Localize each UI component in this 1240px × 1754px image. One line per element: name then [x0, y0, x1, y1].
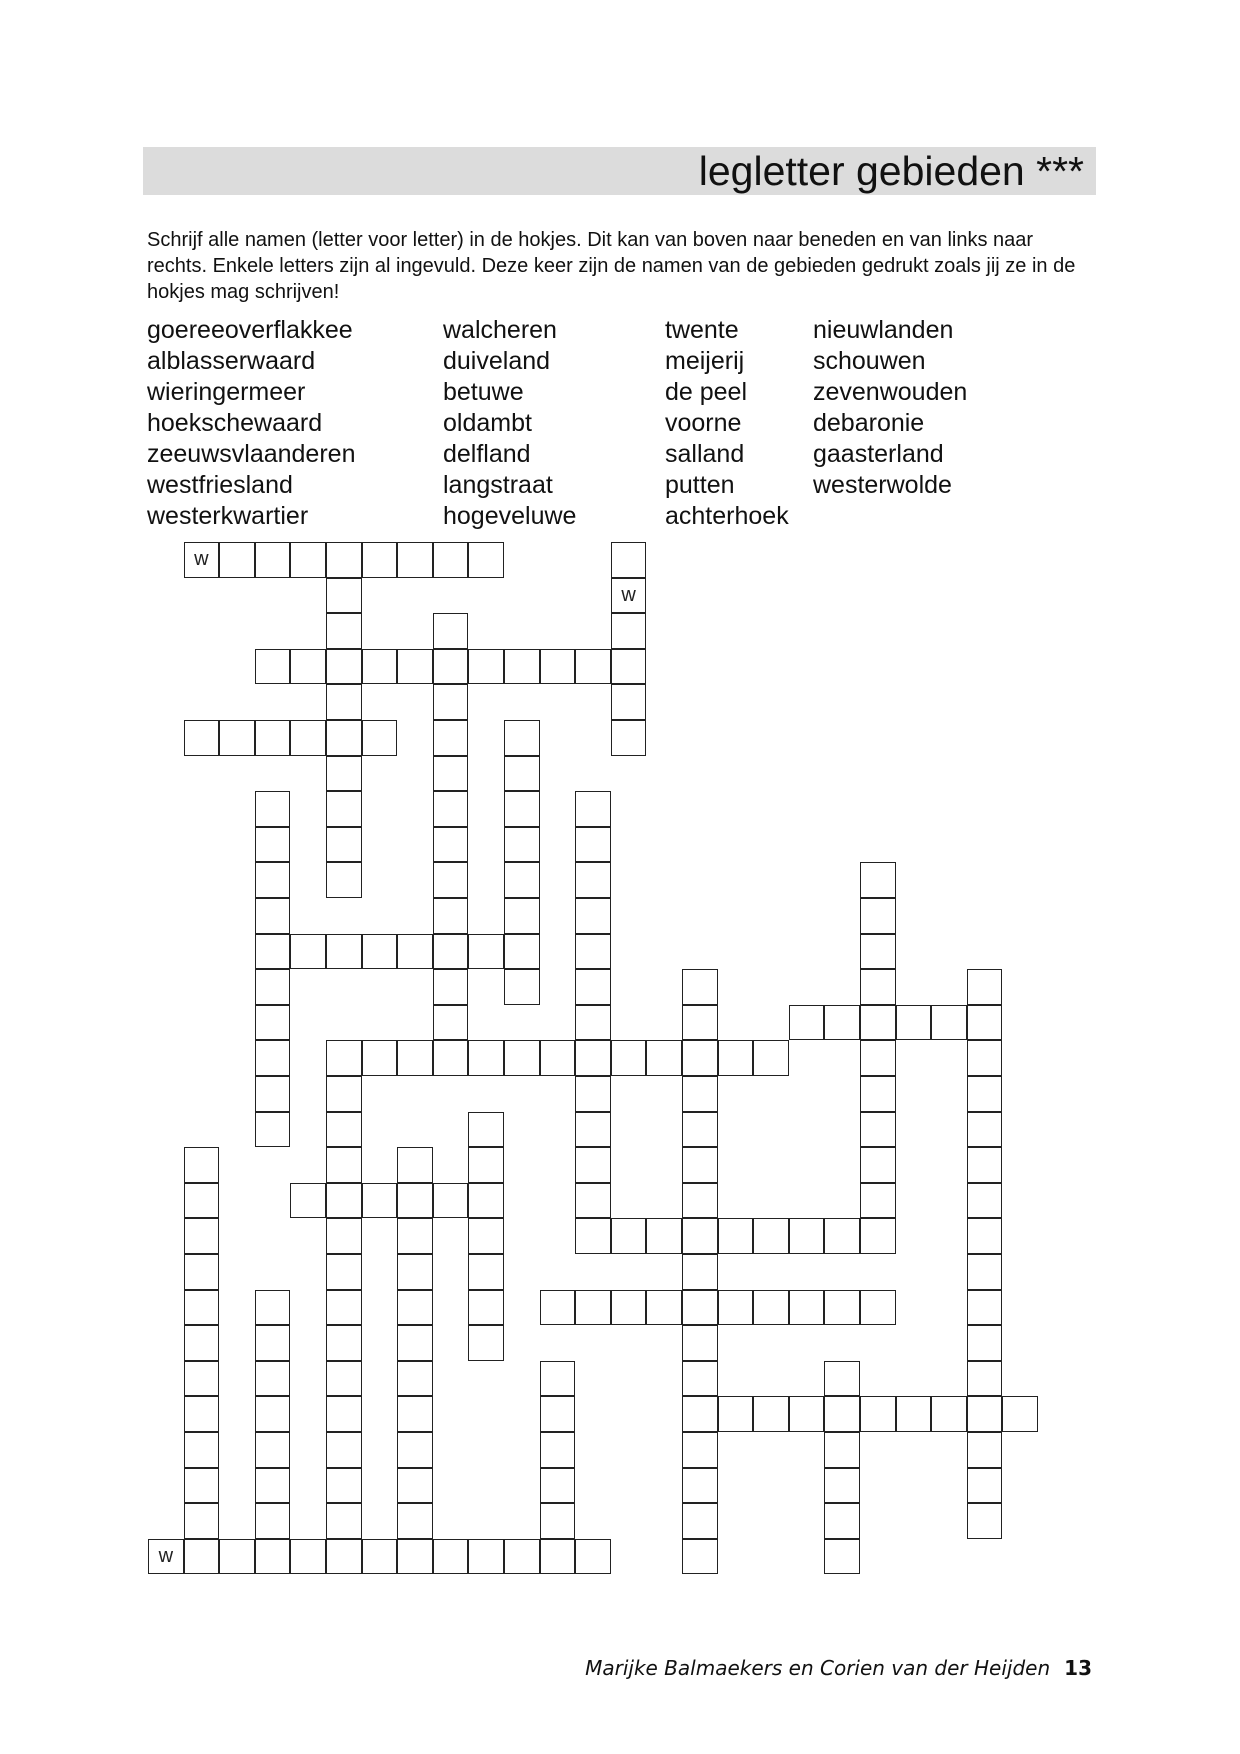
crossword-cell[interactable]	[184, 1183, 220, 1219]
crossword-cell[interactable]	[184, 1468, 220, 1504]
crossword-cell[interactable]	[718, 1396, 754, 1432]
word-item: delfland	[443, 440, 531, 468]
crossword-cell[interactable]	[433, 791, 469, 827]
crossword-cell[interactable]	[184, 1290, 220, 1326]
crossword-cell[interactable]	[967, 1396, 1003, 1432]
word-item: achterhoek	[665, 502, 789, 530]
crossword-cell[interactable]	[255, 720, 291, 756]
crossword-cell[interactable]	[326, 1432, 362, 1468]
crossword-cell[interactable]	[326, 578, 362, 614]
crossword-cell[interactable]	[824, 1396, 860, 1432]
crossword-cell[interactable]	[362, 1183, 398, 1219]
crossword-cell[interactable]	[326, 1254, 362, 1290]
crossword-cell[interactable]	[504, 1539, 540, 1575]
crossword-cell[interactable]	[397, 1468, 433, 1504]
crossword-cell[interactable]	[682, 1076, 718, 1112]
crossword-cell[interactable]	[184, 1147, 220, 1183]
word-item: betuwe	[443, 378, 524, 406]
crossword-cell[interactable]	[575, 898, 611, 934]
crossword-cell[interactable]	[575, 827, 611, 863]
crossword-cell[interactable]	[504, 862, 540, 898]
crossword-cell[interactable]	[397, 1147, 433, 1183]
crossword-cell[interactable]	[290, 1183, 326, 1219]
crossword-cell[interactable]	[290, 649, 326, 685]
crossword-cell[interactable]	[468, 1040, 504, 1076]
crossword-cell[interactable]	[326, 684, 362, 720]
crossword-cell[interactable]	[753, 1040, 789, 1076]
crossword-cell[interactable]	[433, 1005, 469, 1041]
crossword-cell[interactable]	[468, 1147, 504, 1183]
crossword-cell[interactable]	[397, 1361, 433, 1397]
crossword-cell[interactable]	[184, 1325, 220, 1361]
crossword-cell[interactable]	[433, 613, 469, 649]
word-item: nieuwlanden	[813, 316, 954, 344]
crossword-cell[interactable]	[682, 1539, 718, 1575]
crossword-cell[interactable]	[255, 969, 291, 1005]
crossword-cell[interactable]	[682, 1218, 718, 1254]
crossword-cell[interactable]	[433, 1040, 469, 1076]
crossword-cell[interactable]	[860, 1040, 896, 1076]
crossword-cell[interactable]	[860, 934, 896, 970]
crossword-cell[interactable]	[433, 934, 469, 970]
crossword-cell[interactable]	[397, 542, 433, 578]
crossword-cell[interactable]	[682, 1183, 718, 1219]
crossword-cell[interactable]	[504, 791, 540, 827]
word-item: schouwen	[813, 347, 926, 375]
crossword-cell[interactable]	[326, 827, 362, 863]
crossword-cell[interactable]	[753, 1290, 789, 1326]
crossword-cell[interactable]	[184, 720, 220, 756]
crossword-cell[interactable]	[860, 862, 896, 898]
crossword-cell[interactable]	[575, 1040, 611, 1076]
prefilled-cell[interactable]: w	[611, 578, 647, 614]
crossword-cell[interactable]	[468, 934, 504, 970]
crossword-cell[interactable]	[967, 1076, 1003, 1112]
crossword-cell[interactable]	[824, 1432, 860, 1468]
crossword-cell[interactable]	[255, 1503, 291, 1539]
crossword-cell[interactable]	[824, 1468, 860, 1504]
word-list-column-2	[443, 315, 576, 532]
crossword-cell[interactable]	[504, 969, 540, 1005]
crossword-cell[interactable]	[1002, 1396, 1038, 1432]
crossword-cell[interactable]	[682, 1290, 718, 1326]
crossword-cell[interactable]	[255, 1361, 291, 1397]
crossword-cell[interactable]	[362, 720, 398, 756]
crossword-cell[interactable]	[255, 1325, 291, 1361]
crossword-cell[interactable]	[789, 1005, 825, 1041]
crossword-cell[interactable]	[682, 1468, 718, 1504]
crossword-cell[interactable]	[290, 542, 326, 578]
crossword-cell[interactable]	[326, 1183, 362, 1219]
crossword-cell[interactable]	[397, 1290, 433, 1326]
word-item: twente	[665, 316, 739, 344]
crossword-cell[interactable]	[967, 1218, 1003, 1254]
crossword-cell[interactable]	[468, 1290, 504, 1326]
crossword-cell[interactable]	[967, 1183, 1003, 1219]
crossword-cell[interactable]	[433, 862, 469, 898]
crossword-cell[interactable]	[255, 862, 291, 898]
word-item: alblasserwaard	[147, 347, 316, 375]
crossword-cell[interactable]	[611, 684, 647, 720]
crossword-cell[interactable]	[468, 1183, 504, 1219]
word-item: gaasterland	[813, 440, 944, 468]
crossword-cell[interactable]	[611, 1040, 647, 1076]
crossword-cell[interactable]	[718, 1040, 754, 1076]
crossword-cell[interactable]	[255, 1396, 291, 1432]
crossword-cell[interactable]	[575, 1183, 611, 1219]
crossword-cell[interactable]	[255, 1040, 291, 1076]
crossword-cell[interactable]	[682, 1005, 718, 1041]
crossword-cell[interactable]	[433, 898, 469, 934]
word-item: voorne	[665, 409, 742, 437]
page-number: 13	[1064, 1656, 1092, 1680]
crossword-cell[interactable]	[540, 1040, 576, 1076]
crossword-cell[interactable]	[611, 1218, 647, 1254]
crossword-cell[interactable]	[397, 1325, 433, 1361]
word-item: salland	[665, 440, 745, 468]
crossword-cell[interactable]	[468, 1254, 504, 1290]
crossword-cell[interactable]	[896, 1005, 932, 1041]
word-item: oldambt	[443, 409, 532, 437]
word-item: langstraat	[443, 471, 553, 499]
crossword-cell[interactable]	[184, 1396, 220, 1432]
crossword-cell[interactable]	[967, 1254, 1003, 1290]
crossword-cell[interactable]	[575, 969, 611, 1005]
crossword-cell[interactable]	[504, 934, 540, 970]
word-item: goereeoverflakkee	[147, 316, 353, 344]
crossword-cell[interactable]	[575, 1112, 611, 1148]
crossword-cell[interactable]	[433, 720, 469, 756]
word-item: westfriesland	[147, 471, 293, 499]
crossword-cell[interactable]	[326, 720, 362, 756]
crossword-cell[interactable]	[362, 1539, 398, 1575]
crossword-cell[interactable]	[290, 934, 326, 970]
crossword-cell[interactable]	[255, 1468, 291, 1504]
crossword-cell[interactable]	[824, 1290, 860, 1326]
crossword-cell[interactable]	[397, 1040, 433, 1076]
word-list-column-1	[147, 315, 355, 532]
crossword-cell[interactable]	[575, 1147, 611, 1183]
crossword-cell[interactable]	[540, 1396, 576, 1432]
crossword-cell[interactable]	[789, 1218, 825, 1254]
crossword-cell[interactable]	[433, 1183, 469, 1219]
crossword-cell[interactable]	[967, 1147, 1003, 1183]
footer-authors: Marijke Balmaekers en Corien van der Heijden	[585, 1656, 1051, 1680]
crossword-cell[interactable]	[504, 898, 540, 934]
crossword-cell[interactable]	[255, 1005, 291, 1041]
crossword-cell[interactable]	[860, 898, 896, 934]
crossword-cell[interactable]	[184, 1503, 220, 1539]
crossword-cell[interactable]	[255, 791, 291, 827]
crossword-cell[interactable]	[575, 791, 611, 827]
crossword-cell[interactable]	[682, 1112, 718, 1148]
crossword-cell[interactable]	[326, 1325, 362, 1361]
title-bar	[143, 147, 1096, 195]
crossword-cell[interactable]	[326, 1468, 362, 1504]
crossword-cell[interactable]	[611, 649, 647, 685]
word-item: debaronie	[813, 409, 925, 437]
page-title: legletter gebieden ***	[698, 148, 1084, 194]
crossword-cell[interactable]	[860, 1218, 896, 1254]
crossword-cell[interactable]	[362, 934, 398, 970]
crossword-cell[interactable]	[468, 1325, 504, 1361]
crossword-cell[interactable]	[575, 1539, 611, 1575]
crossword-cell[interactable]	[219, 542, 255, 578]
crossword-cell[interactable]	[682, 1361, 718, 1397]
crossword-cell[interactable]	[362, 649, 398, 685]
crossword-cell[interactable]	[682, 1325, 718, 1361]
crossword-cell[interactable]	[468, 1112, 504, 1148]
crossword-cell[interactable]	[433, 684, 469, 720]
crossword-cell[interactable]	[326, 649, 362, 685]
crossword-cell[interactable]	[219, 1539, 255, 1575]
instructions-text: Schrijf alle namen (letter voor letter) in de hokjes. Dit kan van boven naar beneden en van links naar rechts. Enkele letters zijn al ingevuld. Deze keer zijn de namen van de gebieden gedrukt zoals jij ze in de hokjes mag schrijven!	[147, 229, 1076, 303]
crossword-cell[interactable]	[326, 1361, 362, 1397]
crossword-cell[interactable]	[611, 1290, 647, 1326]
crossword-cell[interactable]	[326, 862, 362, 898]
crossword-cell[interactable]	[682, 1147, 718, 1183]
word-item: meijerij	[665, 347, 745, 375]
crossword-cell[interactable]	[504, 756, 540, 792]
crossword-cell[interactable]	[468, 649, 504, 685]
crossword-cell[interactable]	[397, 1503, 433, 1539]
crossword-cell[interactable]	[184, 1254, 220, 1290]
crossword-cell[interactable]	[397, 1183, 433, 1219]
crossword-cell[interactable]	[646, 1218, 682, 1254]
crossword-cell[interactable]	[255, 542, 291, 578]
crossword-cell[interactable]	[824, 1503, 860, 1539]
crossword-cell[interactable]	[255, 827, 291, 863]
crossword-cell[interactable]	[326, 1539, 362, 1575]
crossword-cell[interactable]	[255, 1076, 291, 1112]
crossword-cell[interactable]	[896, 1396, 932, 1432]
crossword-cell[interactable]	[255, 1112, 291, 1148]
crossword-cell[interactable]	[540, 649, 576, 685]
crossword-cell[interactable]	[789, 1396, 825, 1432]
crossword-cell[interactable]	[646, 1290, 682, 1326]
word-item: walcheren	[443, 316, 557, 344]
crossword-cell[interactable]	[362, 542, 398, 578]
crossword-cell[interactable]	[326, 934, 362, 970]
word-item: de peel	[665, 378, 748, 406]
crossword-cell[interactable]	[326, 1290, 362, 1326]
crossword-cell[interactable]	[682, 1254, 718, 1290]
crossword-cell[interactable]	[860, 1183, 896, 1219]
crossword-cell[interactable]	[397, 1254, 433, 1290]
crossword-cell[interactable]	[326, 1076, 362, 1112]
crossword-cell[interactable]	[967, 1468, 1003, 1504]
crossword-cell[interactable]	[967, 1005, 1003, 1041]
crossword-cell[interactable]	[326, 1218, 362, 1254]
crossword-cell[interactable]	[184, 1539, 220, 1575]
crossword-cell[interactable]	[824, 1539, 860, 1575]
word-item: putten	[665, 471, 735, 499]
crossword-cell[interactable]	[575, 1290, 611, 1326]
crossword-cell[interactable]	[540, 1539, 576, 1575]
word-item: duiveland	[443, 347, 551, 375]
crossword-cell[interactable]	[575, 1218, 611, 1254]
prefilled-cell[interactable]: w	[148, 1539, 184, 1575]
crossword-cell[interactable]	[789, 1290, 825, 1326]
crossword-cell[interactable]	[184, 1432, 220, 1468]
crossword-cell[interactable]	[184, 1218, 220, 1254]
word-item: zevenwouden	[813, 378, 968, 406]
crossword-cell[interactable]	[575, 1076, 611, 1112]
crossword-cell[interactable]	[290, 1539, 326, 1575]
crossword-cell[interactable]	[575, 649, 611, 685]
crossword-cell[interactable]	[326, 542, 362, 578]
crossword-cell[interactable]	[860, 1147, 896, 1183]
crossword-cell[interactable]	[326, 1503, 362, 1539]
crossword-cell[interactable]	[646, 1040, 682, 1076]
crossword-cell[interactable]	[682, 969, 718, 1005]
crossword-cell[interactable]	[255, 934, 291, 970]
crossword-cell[interactable]	[504, 827, 540, 863]
crossword-cell[interactable]	[967, 1361, 1003, 1397]
crossword-cell[interactable]	[397, 1539, 433, 1575]
crossword-cell[interactable]	[433, 542, 469, 578]
crossword-cell[interactable]	[326, 1396, 362, 1432]
crossword-cell[interactable]	[682, 1503, 718, 1539]
crossword-cell[interactable]	[753, 1218, 789, 1254]
crossword-cell[interactable]	[326, 1040, 362, 1076]
crossword-cell[interactable]	[433, 756, 469, 792]
crossword-cell[interactable]	[540, 1361, 576, 1397]
crossword-cell[interactable]	[433, 827, 469, 863]
crossword-cell[interactable]	[433, 1539, 469, 1575]
crossword-cell[interactable]	[326, 613, 362, 649]
crossword-cell[interactable]	[540, 1432, 576, 1468]
word-item: wieringermeer	[147, 378, 306, 406]
crossword-cell[interactable]	[575, 1005, 611, 1041]
crossword-cell[interactable]	[967, 969, 1003, 1005]
crossword-cell[interactable]	[397, 934, 433, 970]
crossword-cell[interactable]	[860, 1290, 896, 1326]
word-list-column-3	[665, 315, 789, 532]
crossword-cell[interactable]	[255, 1290, 291, 1326]
crossword-cell[interactable]	[397, 649, 433, 685]
crossword-cell[interactable]	[824, 1218, 860, 1254]
crossword-cell[interactable]	[824, 1361, 860, 1397]
crossword-cell[interactable]	[682, 1040, 718, 1076]
crossword-cell[interactable]	[219, 720, 255, 756]
crossword-cell[interactable]	[753, 1396, 789, 1432]
footer	[585, 1656, 1092, 1680]
word-item: hoekschewaard	[147, 409, 323, 437]
crossword-cell[interactable]	[860, 1076, 896, 1112]
crossword-cell[interactable]	[433, 969, 469, 1005]
crossword-cell[interactable]	[468, 1218, 504, 1254]
crossword-cell[interactable]	[326, 791, 362, 827]
word-item: westerwolde	[813, 471, 952, 499]
crossword-cell[interactable]	[326, 1112, 362, 1148]
crossword-cell[interactable]	[255, 1432, 291, 1468]
word-item: zeeuwsvlaanderen	[147, 440, 356, 468]
crossword-cell[interactable]	[433, 649, 469, 685]
word-item: westerkwartier	[147, 502, 309, 530]
crossword-cell[interactable]	[468, 542, 504, 578]
crossword-cell[interactable]	[860, 1112, 896, 1148]
crossword-cell[interactable]	[362, 1040, 398, 1076]
crossword-cell[interactable]	[931, 1396, 967, 1432]
crossword-cell[interactable]	[504, 649, 540, 685]
word-item: hogeveluwe	[443, 502, 577, 530]
crossword-cell[interactable]	[255, 898, 291, 934]
crossword-cell[interactable]	[504, 1040, 540, 1076]
crossword-cell[interactable]	[611, 720, 647, 756]
crossword-cell[interactable]	[468, 1539, 504, 1575]
crossword-cell[interactable]	[931, 1005, 967, 1041]
crossword-cell[interactable]	[860, 1396, 896, 1432]
crossword-cell[interactable]	[967, 1432, 1003, 1468]
crossword-cell[interactable]	[397, 1218, 433, 1254]
crossword-cell[interactable]	[967, 1040, 1003, 1076]
crossword-cell[interactable]	[540, 1468, 576, 1504]
crossword-cell[interactable]	[611, 542, 647, 578]
word-list-column-4	[813, 315, 967, 501]
crossword-cell[interactable]	[290, 720, 326, 756]
crossword-cell[interactable]	[967, 1325, 1003, 1361]
crossword-cell[interactable]	[824, 1005, 860, 1041]
crossword-cell[interactable]	[575, 862, 611, 898]
crossword-cell[interactable]	[611, 613, 647, 649]
crossword-cell[interactable]	[255, 1539, 291, 1575]
crossword-cell[interactable]	[184, 1361, 220, 1397]
crossword-cell[interactable]	[860, 969, 896, 1005]
crossword-cell[interactable]	[575, 934, 611, 970]
crossword-cell[interactable]	[967, 1503, 1003, 1539]
crossword-cell[interactable]	[967, 1290, 1003, 1326]
prefilled-cell[interactable]: w	[184, 542, 220, 578]
crossword-cell[interactable]	[718, 1218, 754, 1254]
crossword-cell[interactable]	[682, 1432, 718, 1468]
crossword-cell[interactable]	[540, 1290, 576, 1326]
crossword-cell[interactable]	[326, 1147, 362, 1183]
crossword-cell[interactable]	[540, 1503, 576, 1539]
crossword-cell[interactable]	[326, 756, 362, 792]
crossword-cell[interactable]	[682, 1396, 718, 1432]
crossword-cell[interactable]	[397, 1432, 433, 1468]
crossword-cell[interactable]	[718, 1290, 754, 1326]
crossword-cell[interactable]	[967, 1112, 1003, 1148]
crossword-cell[interactable]	[397, 1396, 433, 1432]
crossword-cell[interactable]	[860, 1005, 896, 1041]
crossword-cell[interactable]	[504, 720, 540, 756]
crossword-cell[interactable]	[255, 649, 291, 685]
